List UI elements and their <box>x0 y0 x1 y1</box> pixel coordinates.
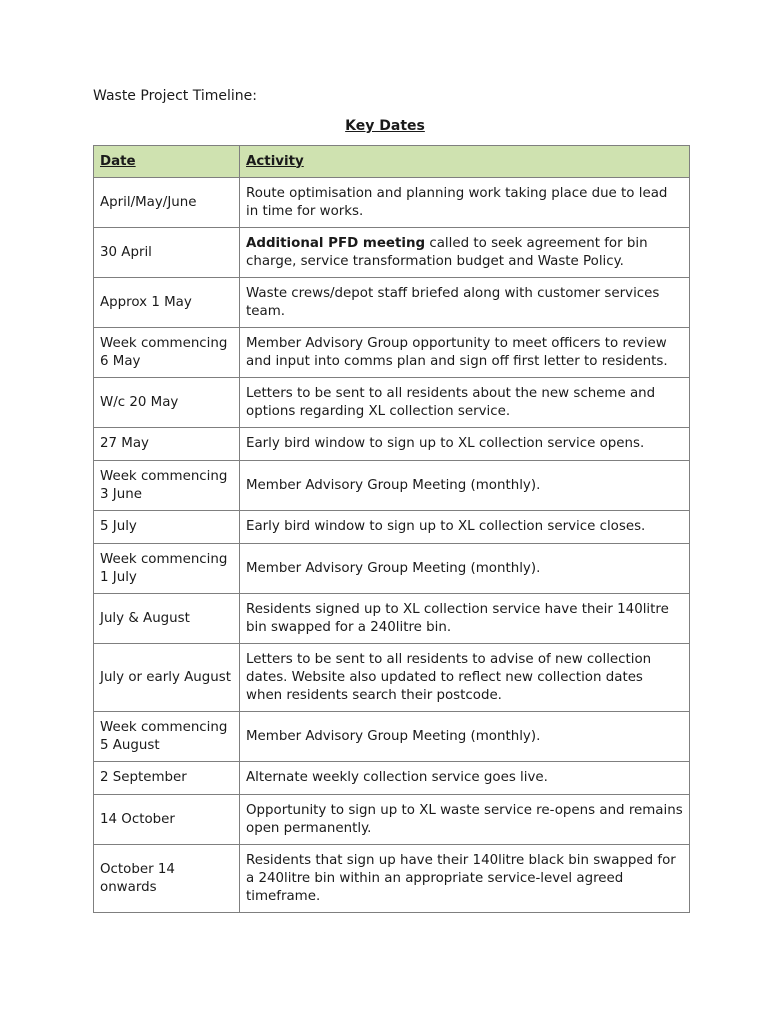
date-cell: Week commencing 1 July <box>94 544 240 594</box>
activity-text: Alternate weekly collection service goes live. <box>246 770 548 785</box>
activity-text: Residents signed up to XL collection service have their 140litre bin swapped for a 240litre bin. <box>246 601 669 635</box>
activity-text: Early bird window to sign up to XL collection service closes. <box>246 519 646 534</box>
table-row <box>94 178 690 228</box>
activity-text: Member Advisory Group opportunity to meet officers to review and input into comms plan and sign off first letter to residents. <box>246 335 668 369</box>
date-cell: Week commencing 3 June <box>94 461 240 511</box>
activity-cell <box>240 544 690 594</box>
date-cell: 27 May <box>94 428 240 461</box>
activity-text: Member Advisory Group Meeting (monthly). <box>246 728 541 744</box>
column-header-date: Date <box>94 146 240 178</box>
table-row <box>94 461 690 511</box>
activity-text: Letters to be sent to all residents about the new scheme and options regarding XL collection service. <box>246 385 656 419</box>
activity-cell <box>240 461 690 511</box>
activity-cell <box>240 178 690 228</box>
activity-cell <box>240 511 690 544</box>
activity-cell <box>240 644 690 712</box>
activity-text: Route optimisation and planning work taking place due to lead in time for works. <box>246 185 668 219</box>
date-cell: 5 July <box>94 511 240 544</box>
table-row <box>94 845 690 913</box>
table-body <box>94 178 690 913</box>
date-cell: 30 April <box>94 228 240 278</box>
activity-emphasis: Additional PFD meeting <box>246 235 426 251</box>
activity-cell <box>240 228 690 278</box>
activity-text: Letters to be sent to all residents to advise of new collection dates. Website also updated to reflect new collection dates when residents search their postcode. <box>246 651 652 703</box>
table-header-row <box>94 146 690 178</box>
table-row <box>94 795 690 845</box>
activity-text: Residents that sign up have their 140litre black bin swapped for a 240litre bin within an appropriate service-level agreed timeframe. <box>246 852 676 904</box>
activity-cell <box>240 795 690 845</box>
date-cell: 14 October <box>94 795 240 845</box>
activity-text: Opportunity to sign up to XL waste service re-opens and remains open permanently. <box>246 802 683 836</box>
table-row <box>94 644 690 712</box>
date-cell: April/May/June <box>94 178 240 228</box>
table-row <box>94 278 690 328</box>
table-row <box>94 762 690 795</box>
table-row <box>94 712 690 762</box>
activity-cell <box>240 428 690 461</box>
table-row <box>94 428 690 461</box>
date-cell: Approx 1 May <box>94 278 240 328</box>
activity-cell <box>240 328 690 378</box>
table-row <box>94 594 690 644</box>
date-cell: October 14 onwards <box>94 845 240 913</box>
activity-text: Waste crews/depot staff briefed along with customer services team. <box>246 285 660 319</box>
date-cell: Week commencing 5 August <box>94 712 240 762</box>
date-cell: 2 September <box>94 762 240 795</box>
date-cell: Week commencing 6 May <box>94 328 240 378</box>
activity-cell <box>240 712 690 762</box>
activity-cell <box>240 278 690 328</box>
page-title: Waste Project Timeline: <box>93 88 257 104</box>
activity-text: called to seek agreement for bin charge, service transformation budget and Waste Policy. <box>246 235 648 269</box>
table-row <box>94 378 690 428</box>
activity-text: Member Advisory Group Meeting (monthly). <box>246 560 541 576</box>
table-row <box>94 228 690 278</box>
column-header-activity: Activity <box>240 146 690 178</box>
table-row <box>94 511 690 544</box>
date-cell: July or early August <box>94 644 240 712</box>
table-heading: Key Dates <box>345 118 425 134</box>
activity-text: Member Advisory Group Meeting (monthly). <box>246 477 541 493</box>
key-dates-table <box>93 145 690 913</box>
activity-text: Early bird window to sign up to XL collection service opens. <box>246 436 645 451</box>
date-cell: July & August <box>94 594 240 644</box>
activity-cell <box>240 762 690 795</box>
table-row <box>94 544 690 594</box>
table-row <box>94 328 690 378</box>
activity-cell <box>240 378 690 428</box>
date-cell: W/c 20 May <box>94 378 240 428</box>
activity-cell <box>240 845 690 913</box>
activity-cell <box>240 594 690 644</box>
